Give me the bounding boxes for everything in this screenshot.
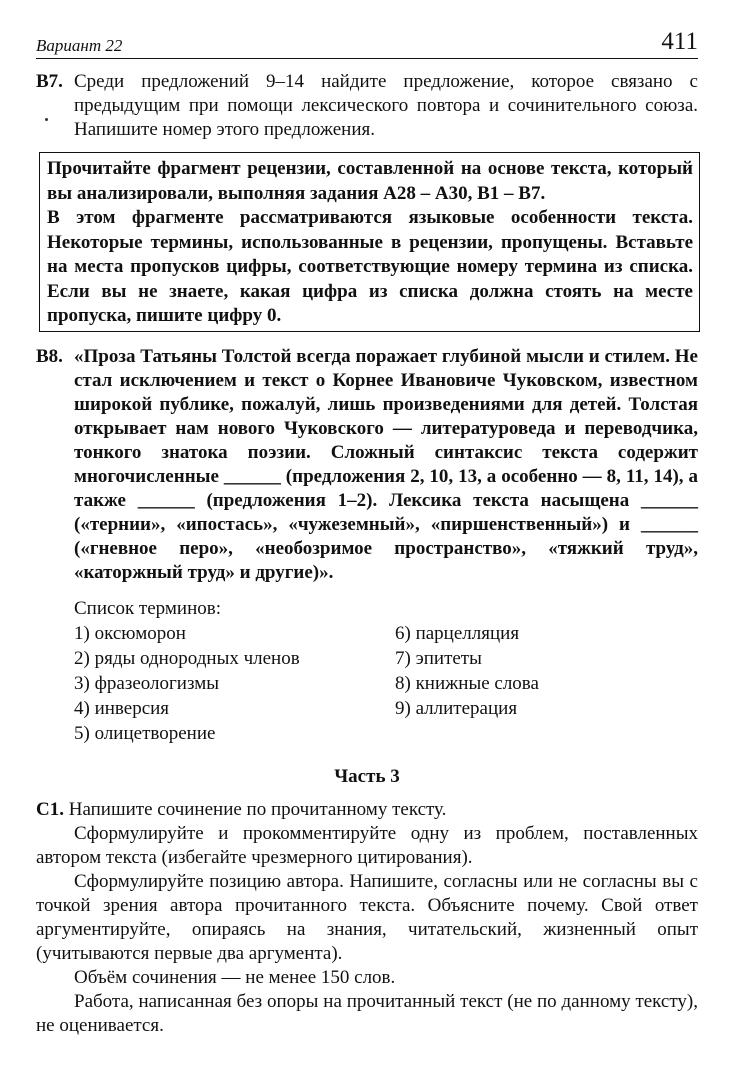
term-item: 5) олицетворение <box>74 723 216 744</box>
task-paragraph: Сформулируйте и прокомментируйте одну из проблем, поставленных автором текста (избегайте чрезмерного цитирования). <box>36 823 698 868</box>
page-number: 411 <box>661 28 698 55</box>
term-item: 1) оксюморон <box>74 623 186 644</box>
print-speck <box>45 118 48 121</box>
terms-column-left <box>74 621 404 746</box>
page-header <box>36 28 698 60</box>
term-item: 6) парцелляция <box>395 623 520 644</box>
term-item: 8) книжные слова <box>395 673 539 694</box>
term-item: 9) аллитерация <box>395 698 518 719</box>
term-item: 2) ряды однородных членов <box>74 648 300 669</box>
term-item: 3) фразеологизмы <box>74 673 219 694</box>
instruction-paragraph: В этом фрагменте рассматриваются языковые особенности текста. Некоторые термины, использованные в рецензии, пропущены. Вставьте на места пропусков цифры, соответствующие номеру термина из списка. Если вы не знаете, какая цифра из списка должна стоять на месте пропуска, пишите цифру 0. <box>47 207 693 326</box>
task-number: С1. <box>36 799 64 820</box>
review-fragment: «Проза Татьяны Толстой всегда поражает глубиной мысли и стилем. Не стал исключением и текст о Корнее Ивановиче Чуковском, известном широкой публике, пожалуй, лишь произведениями для детей. Толстая открывает нам нового Чуковского — литературоведа и переводчика, тонкого знатока поэзии. Сложный синтаксис текста содержит многочисленные ______ (предложения 2, 10, 13, а особенно — 8, 11, 14), а также ______ (предложения 1–2). Лексика текста насыщена ______ («тернии», «ипостась», «чужеземный», «пиршенственный») и ______ («гневное перо», «необозримое пространство», «тяжкий труд», «каторжный труд» и другие)». <box>74 346 698 583</box>
task-paragraph: Работа, написанная без опоры на прочитанный текст (не по данному тексту), не оценивается. <box>36 991 698 1036</box>
task-c1-heading <box>36 798 698 822</box>
task-number: В7. <box>36 71 63 92</box>
terms-title: Список терминов: <box>74 598 221 619</box>
term-item: 7) эпитеты <box>395 648 482 669</box>
task-c1 <box>36 798 698 1038</box>
task-b8 <box>36 345 698 585</box>
instruction-paragraph: Прочитайте фрагмент рецензии, составленной на основе текста, который вы анализировали, выполняя задания А28 – А30, В1 – В7. <box>47 158 693 204</box>
variant-label: Вариант 22 <box>36 36 123 55</box>
section-title: Часть 3 <box>334 766 400 787</box>
instruction-box <box>39 152 700 332</box>
task-text: Напишите сочинение по прочитанному тексту. <box>68 799 447 820</box>
document-page <box>36 0 698 1089</box>
terms-list <box>74 596 539 744</box>
task-paragraph: Объём сочинения — не менее 150 слов. <box>74 967 396 988</box>
terms-column-right <box>395 621 695 721</box>
header-rule <box>36 58 698 59</box>
task-number: В8. <box>36 346 63 367</box>
task-text: Среди предложений 9–14 найдите предложение, которое связано с предыдущим при помощи лексического повтора и сочинительного союза. Напишите номер этого предложения. <box>74 71 698 140</box>
task-paragraph: Сформулируйте позицию автора. Напишите, согласны или не согласны вы с точкой зрения автора прочитанного текста. Объясните почему. Свой ответ аргументируйте, опираясь на знания, читательский, жизненный опыт (учитываются первые два аргумента). <box>36 871 698 964</box>
term-item: 4) инверсия <box>74 698 170 719</box>
task-b7 <box>36 70 698 142</box>
